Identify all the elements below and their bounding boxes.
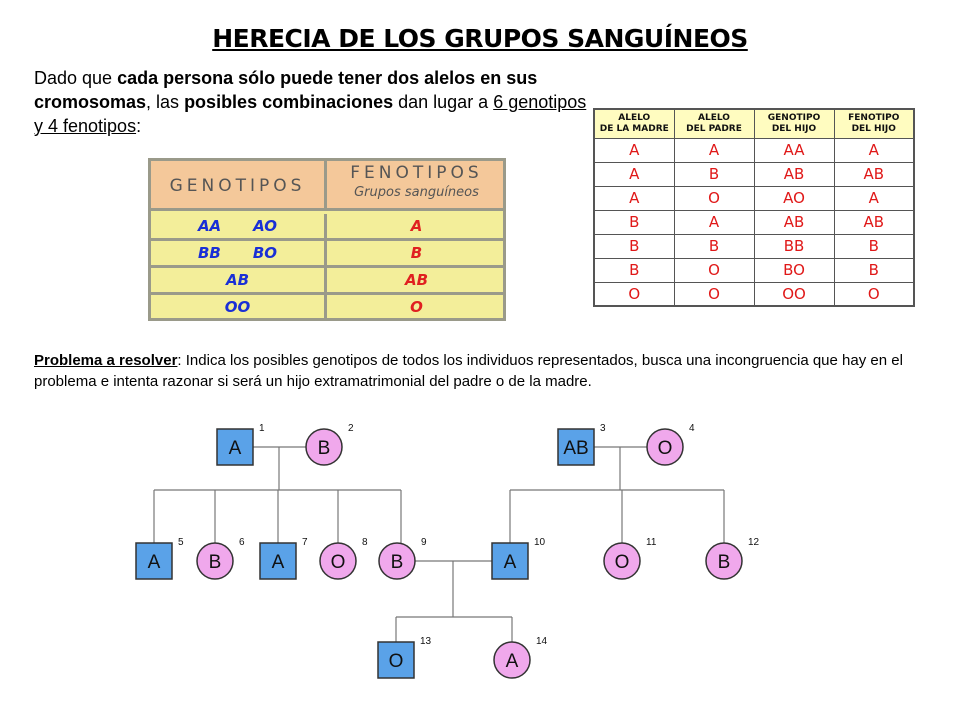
- pedigree-individual-4: [647, 423, 695, 465]
- table-cell: O: [674, 258, 754, 282]
- individual-number: 11: [646, 537, 657, 548]
- table-cell: A: [594, 186, 674, 210]
- pedigree-individual-8: [320, 537, 368, 579]
- phenotype-cell: O: [410, 298, 423, 316]
- column-header: FENOTIPO DEL HIJO: [834, 109, 914, 138]
- column-header: GENOTIPO DEL HIJO: [754, 109, 834, 138]
- table-cell: BO: [754, 258, 834, 282]
- table-cell: O: [834, 282, 914, 306]
- pedigree-individual-1: [217, 423, 265, 465]
- pedigree-individual-6: [197, 537, 245, 579]
- pedigree-individual-2: [306, 423, 354, 465]
- intro-part: Dado que: [34, 68, 118, 88]
- table-cell: AO: [754, 186, 834, 210]
- intro-part: , las: [146, 92, 185, 112]
- page-title: HERECIA DE LOS GRUPOS SANGUÍNEOS: [212, 24, 748, 53]
- individual-number: 13: [420, 636, 432, 647]
- pedigree-individual-14: [494, 636, 548, 678]
- blood-group-label: A: [503, 552, 517, 573]
- blood-group-label: B: [317, 438, 331, 459]
- fenotipos-subheader: Grupos sanguíneos: [354, 185, 479, 200]
- table-cell: A: [674, 210, 754, 234]
- blood-group-label: AB: [563, 438, 589, 459]
- individual-number: 14: [536, 636, 548, 647]
- intro-underline: 6 genotipos y 4 fenotipos: [34, 92, 587, 136]
- table-cell: AB: [834, 210, 914, 234]
- individual-number: 6: [239, 537, 245, 548]
- table-cell: B: [594, 210, 674, 234]
- intro-part: :: [136, 116, 142, 136]
- individual-number: 12: [748, 537, 760, 548]
- table-cell: B: [834, 234, 914, 258]
- table-cell: OO: [754, 282, 834, 306]
- table-cell: B: [834, 258, 914, 282]
- table-cell: B: [594, 258, 674, 282]
- blood-group-label: O: [388, 651, 404, 672]
- blood-group-label: B: [390, 552, 404, 573]
- blood-group-label: B: [717, 552, 731, 573]
- column-header: ALELO DEL PADRE: [674, 109, 754, 138]
- pedigree-individual-5: [136, 537, 184, 579]
- individual-number: 1: [259, 423, 265, 434]
- blood-group-label: A: [228, 438, 242, 459]
- intro-bold: posibles combinaciones: [184, 92, 394, 112]
- genotipos-header: GENOTIPOS: [151, 161, 327, 211]
- pedigree-nodes: [136, 423, 760, 678]
- blood-group-label: B: [208, 552, 222, 573]
- table-cell: O: [674, 282, 754, 306]
- table-cell: A: [834, 186, 914, 210]
- table-cell: A: [674, 138, 754, 162]
- individual-number: 7: [302, 537, 308, 548]
- table-cell: AB: [754, 162, 834, 186]
- table-cell: O: [594, 282, 674, 306]
- table-cell: A: [594, 138, 674, 162]
- genotype: OO: [224, 298, 251, 316]
- genotype: AO: [253, 217, 278, 235]
- intro-part: dan lugar a: [393, 92, 494, 112]
- pedigree-individual-10: [492, 537, 546, 579]
- blood-group-label: A: [271, 552, 285, 573]
- pedigree-individual-12: [706, 537, 760, 579]
- individual-number: 9: [421, 537, 427, 548]
- intro-bold: cada persona sólo puede tener dos alelos en sus cromosomas: [34, 68, 538, 112]
- table-cell: B: [674, 234, 754, 258]
- genotype: AB: [225, 271, 250, 289]
- blood-group-label: A: [505, 651, 519, 672]
- blood-group-label: O: [657, 438, 673, 459]
- genotype: BO: [252, 244, 278, 262]
- column-header: ALELO DE LA MADRE: [594, 109, 674, 138]
- individual-number: 8: [362, 537, 368, 548]
- individual-number: 5: [178, 537, 184, 548]
- genotype: AA: [197, 217, 222, 235]
- table-cell: A: [834, 138, 914, 162]
- table-cell: AB: [754, 210, 834, 234]
- table-cell: B: [674, 162, 754, 186]
- blood-group-label: O: [614, 552, 630, 573]
- table-cell: AB: [834, 162, 914, 186]
- pedigree-individual-7: [260, 537, 308, 579]
- table-cell: BB: [754, 234, 834, 258]
- table-cell: A: [594, 162, 674, 186]
- table-cell: O: [674, 186, 754, 210]
- phenotype-cell: B: [410, 244, 423, 262]
- pedigree-individual-3: [558, 423, 606, 465]
- table-cell: B: [594, 234, 674, 258]
- pedigree-individual-9: [379, 537, 427, 579]
- genotype: BB: [197, 244, 221, 262]
- phenotype-cell: AB: [404, 271, 429, 289]
- fenotipos-header: FENOTIPOS: [350, 163, 483, 183]
- individual-number: 4: [689, 423, 695, 434]
- table-cell: AA: [754, 138, 834, 162]
- individual-number: 2: [348, 423, 354, 434]
- blood-group-label: A: [147, 552, 161, 573]
- problem-text: : Indica los posibles genotipos de todos los individuos representados, busca una incongruencia que hay en el problema e intenta razonar si será un hijo extramatrimonial del padre o de la madre.: [34, 352, 903, 390]
- blood-group-label: O: [330, 552, 346, 573]
- pedigree-individual-11: [604, 537, 657, 579]
- problem-label: Problema a resolver: [34, 352, 178, 369]
- individual-number: 3: [600, 423, 606, 434]
- pedigree-individual-13: [378, 636, 432, 678]
- individual-number: 10: [534, 537, 546, 548]
- phenotype-cell: A: [410, 217, 423, 235]
